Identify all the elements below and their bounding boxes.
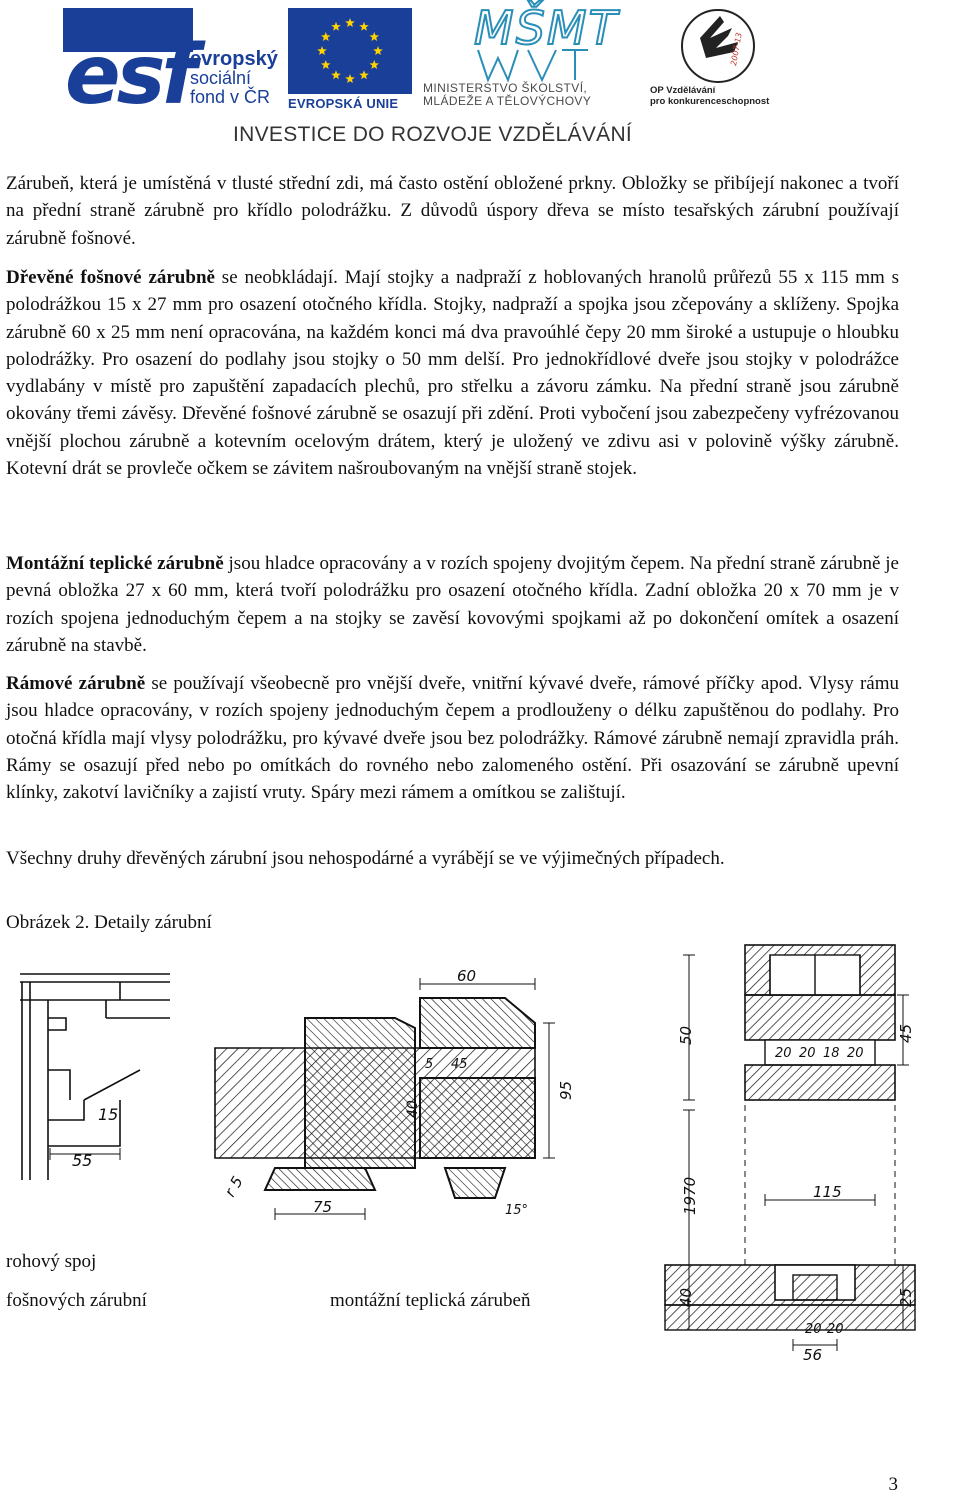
dim-5: 5 (425, 1057, 434, 1072)
paragraph-4-term: Rámové zárubně (6, 673, 146, 694)
dim-20e: 20 (827, 1322, 844, 1337)
eu-caption: EVROPSKÁ UNIE (288, 96, 399, 111)
label-corner-joint-2: fošnových zárubní (6, 1290, 147, 1311)
dim-25: 25 (897, 1287, 915, 1307)
paragraph-4: Rámové zárubně se používají všeobecně pro vnější dveře, vnitřní kývavé dveře, rámové příčky apod. Vlysy rámu jsou hladce opracovány, v rozích spojeny jednoduchým čepem a prodlouženy o délku zapuštěnou do podlahy. Pro otočná křídla mají vlysy polodrážku, pro kývavé dveře jsou bez polodrážky. Rámové zárubně nemají zpravidla práh. Rámy se osazují před nebo po omítkách do rovného nebo zalomeného ostění. Při osazování se zárubně upevní klínky, zakotví lavičníky a zajistí vruty. Spáry mezi rámem a omítkou se zalištují. (6, 673, 899, 804)
dim-95: 95 (557, 1080, 575, 1100)
op-mark-icon (680, 8, 760, 84)
dim-20b: 20 (799, 1046, 816, 1061)
dim-20d: 20 (805, 1322, 822, 1337)
esf-line1: evropský (190, 48, 278, 70)
dim-45: 45 (897, 1023, 915, 1043)
esf-line2: sociální (190, 68, 252, 88)
msmt-line2: MLÁDEŽE A TĚLOVÝCHOVY (423, 94, 592, 108)
dim-40: 40 (405, 1100, 421, 1118)
dim-15: 15 (98, 1105, 119, 1124)
paragraph-2: Dřevěné fošnové zárubně se neobkládají. Mají stojky a nadpraží z hoblovaných hranolů průřezů 55 x 115 mm s polodrážkou 15 x 27 mm pro osazení otočného křídla. Stojky, nadpraží a spojka jsou zčepovány a sklíženy. Spojka zárubně 60 x 25 mm není opracována, na každém konci má dva pravoúhlé čepy 20 mm široké a ustupuje o hloubku polodrážky. Pro osazení do podlahy jsou stojky o 50 mm delší. Pro jednokřídlové dveře jsou stojky v polodrážce vydlabány v místě pro zapuštění zapadacích plechů, pro střelku a závoru zámku. Na přední straně jsou zárubně okovány třemi závěsy. Dřevěné fošnové zárubně se osazují při zdění. Proti vybočení jsou zabezpečeny vyfrézovanou vnější plochou zárubně a kotevním ocelovým drátem, který je uložený ve zdivu asi v polovině výšky zárubně. Kotevní drát se provleče očkem se závitem našroubovaným na vnější straně stojek. (6, 267, 899, 480)
dim-115: 115 (813, 1183, 842, 1201)
msmt-mark-icon (470, 1, 619, 84)
dim-55: 55 (72, 1151, 93, 1170)
dim-1970: 1970 (681, 1176, 699, 1215)
paragraph-3: Montážní teplické zárubně jsou hladce opracovány a v rozích spojeny dvojitým čepem. Na přední straně zárubně je pevná obložka 27 x 60 mm, která tvoří polodrážku pro osazení otočného křídla. Zadní obložka 20 x 70 mm je v rozích spojena jednoduchým čepem a na stojky se zavěsí kovovými spojkami až po dokončení omítek a osazení zárubně na stavbě. (6, 553, 899, 656)
msmt-line1: MINISTERSTVO ŠKOLSTVÍ, (423, 81, 588, 95)
header-tagline: INVESTICE DO ROZVOJE VZDĚLÁVÁNÍ (233, 123, 633, 146)
label-teplice-frame: montážní teplická zárubeň (330, 1290, 531, 1311)
dim-60: 60 (457, 967, 477, 985)
paragraph-2-term: Dřevěné fošnové zárubně (6, 267, 215, 288)
svg-text:MŠMT: MŠMT (474, 1, 619, 55)
dim-75: 75 (313, 1198, 333, 1216)
dim-18: 18 (823, 1046, 840, 1061)
dim-40-bottom: 40 (677, 1287, 695, 1307)
dim-15deg: 15° (505, 1203, 529, 1218)
rame-frame-drawing (665, 935, 915, 1365)
eu-flag-icon (288, 8, 412, 94)
dim-56: 56 (803, 1346, 823, 1364)
svg-text:2007-13: 2007-13 (729, 31, 744, 67)
op-line2: pro konkurenceschopnost (650, 96, 770, 107)
esf-mark-icon (63, 8, 194, 123)
page-number: 3 (888, 1474, 898, 1495)
paragraph-3-term: Montážní teplické zárubně (6, 553, 224, 574)
dim-45: 45 (451, 1057, 468, 1072)
paragraph-1: Zárubeň, která je umístěná v tlusté střední zdi, má často ostění obložené prkny. Obložky se přibíjejí nakonec a tvoří na přední straně zárubně pro křídlo polodrážku. Z důvodů úspory dřeva se místo tesařských zárubní používají zárubně fošnové. (6, 173, 899, 249)
esf-line3: fond v ČR (190, 87, 271, 107)
op-line1: OP Vzdělávání (650, 85, 716, 96)
dim-20c: 20 (847, 1046, 864, 1061)
svg-text:esf: esf (65, 28, 194, 123)
label-corner-joint-1: rohový spoj (6, 1251, 97, 1272)
teplice-frame-drawing (205, 968, 595, 1228)
dim-50: 50 (677, 1025, 695, 1045)
dim-20a: 20 (775, 1046, 792, 1061)
corner-joint-drawing (20, 970, 175, 1180)
paragraph-5: Všechny druhy dřevěných zárubní jsou nehospodárné a vyrábějí se ve výjimečných případech. (6, 848, 725, 869)
figure-caption: Obrázek 2. Detaily zárubní (6, 912, 212, 933)
dim-r5: r 5 (220, 1173, 247, 1200)
